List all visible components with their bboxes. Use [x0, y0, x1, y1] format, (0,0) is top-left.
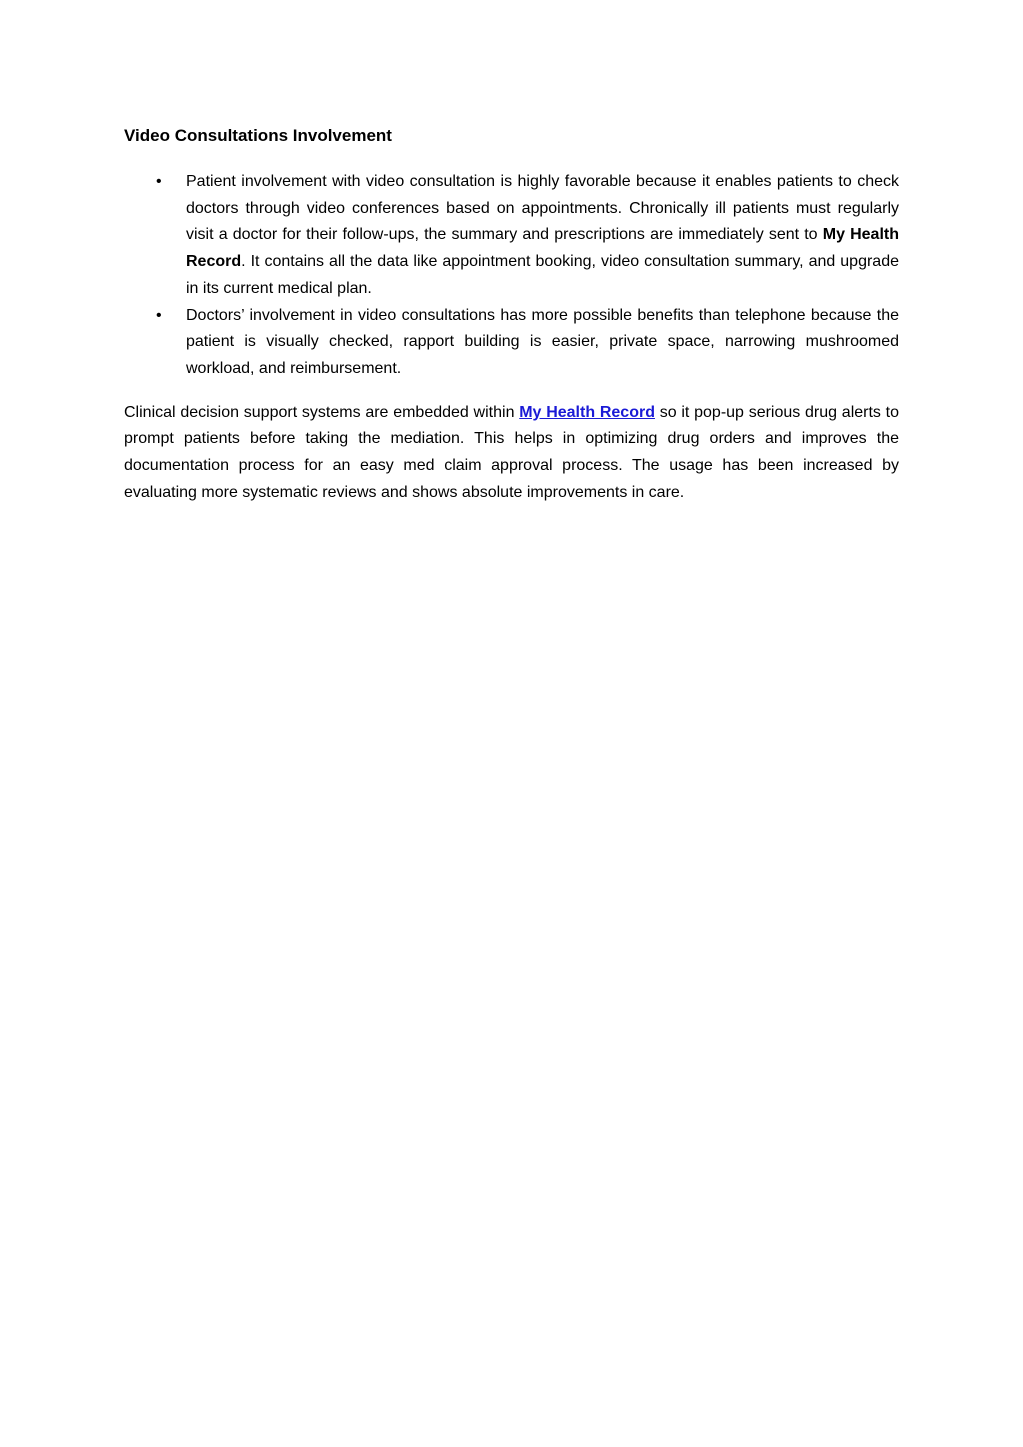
bullet-text-before: Patient involvement with video consultation is highly favorable because it enables patients to check doctors through video conferences based on appointments. Chronically ill patients must regularly visit a doctor for their follow-ups, the summary and prescriptions are immediately sent to — [186, 173, 899, 244]
paragraph-text-after: so it pop-up serious drug alerts to prompt patients before taking the mediation. This helps in optimizing drug orders and improves the documentation process for an easy med claim approval process. The usage has been increased by evaluating more systematic reviews and shows absolute improvements in care. — [124, 403, 900, 501]
bullet-list — [124, 169, 899, 383]
bullet-icon: • — [156, 173, 162, 190]
section-heading: Video Consultations Involvement — [124, 126, 392, 145]
paragraph-text-before: Clinical decision support systems are embedded within — [124, 403, 520, 421]
document-body — [124, 123, 899, 506]
bullet-item-doctors — [124, 303, 899, 383]
bullet-icon: • — [156, 306, 162, 324]
bullet-item-patient — [124, 169, 899, 303]
bullet-text-after: . It contains all the data like appointment booking, video consultation summary, and upgrade in its current medical plan. — [186, 253, 899, 297]
my-health-record-link[interactable]: My Health Record — [519, 403, 655, 421]
bullet-text: Doctors’ involvement in video consultations has more possible benefits than telephone because the patient is visually checked, rapport building is easier, private space, narrowing mushroomed workload, and reimbursement. — [186, 306, 899, 377]
bold-term: My Health Record — [186, 226, 900, 271]
body-paragraph — [124, 400, 899, 507]
